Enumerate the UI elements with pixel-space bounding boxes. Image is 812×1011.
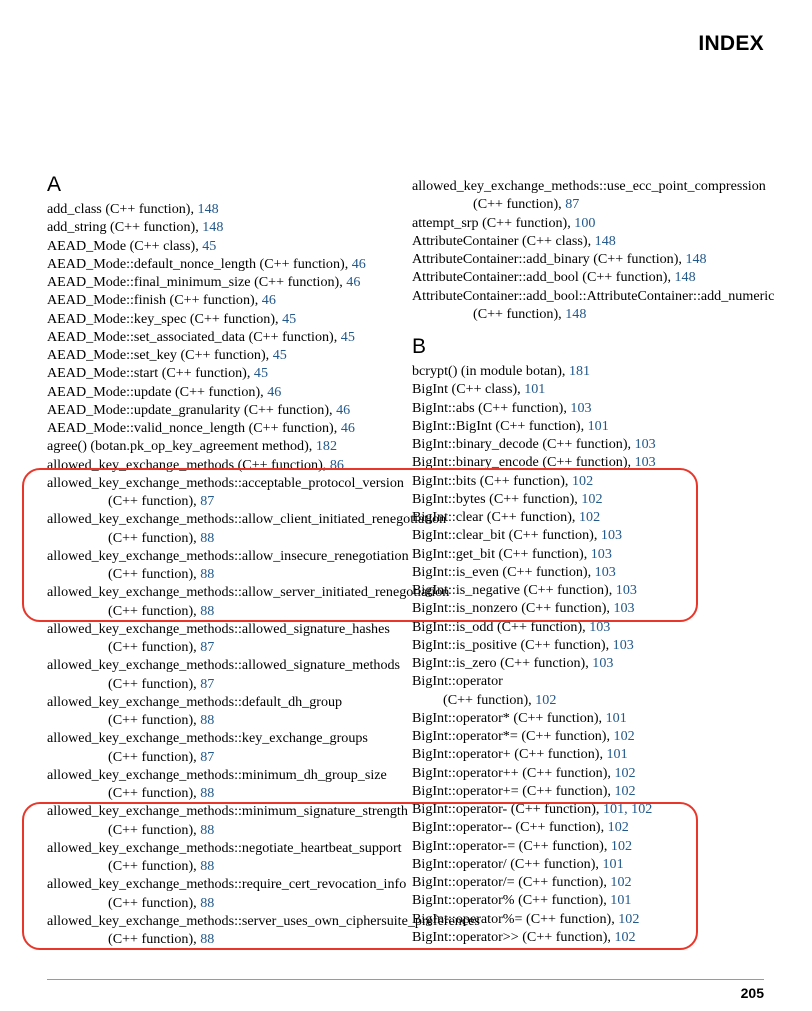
index-entry [47, 383, 447, 401]
index-entry [47, 729, 447, 766]
page-link[interactable]: 45 [272, 347, 287, 363]
index-entry [47, 656, 447, 693]
index-entry-list [412, 362, 812, 946]
index-entry [412, 232, 812, 250]
page-link[interactable]: 88 [200, 821, 215, 838]
section-letter-a: A [47, 173, 62, 196]
index-term: allowed_key_exchange_methods::allow_insecure_renegotiation [47, 547, 409, 564]
index-term-suffix: (C++ function), [108, 493, 201, 509]
index-term: BigInt::is_zero (C++ function), [412, 655, 593, 671]
index-entry [47, 583, 450, 620]
page-link[interactable]: 87 [565, 196, 580, 213]
index-term: BigInt::is_nonzero (C++ function), [412, 600, 614, 617]
index-term: agree() (botan.pk_op_key_agreement method), [47, 438, 316, 455]
index-term: allowed_key_exchange_methods::require_cert_revocation_info [47, 876, 407, 893]
index-entry [412, 380, 812, 398]
page-link[interactable]: 102 [614, 782, 636, 799]
index-term-continuation [47, 711, 447, 729]
index-term: AEAD_Mode::valid_nonce_length (C++ function), [47, 420, 341, 436]
page-link[interactable]: 88 [200, 602, 215, 619]
index-term: allowed_key_exchange_methods::allowed_signature_hashes [47, 620, 390, 637]
index-entry [412, 818, 812, 836]
index-term: BigInt::is_positive (C++ function), [412, 636, 613, 653]
page-link[interactable]: 102 [535, 691, 557, 708]
page-link[interactable]: 87 [200, 639, 215, 655]
page-link[interactable]: 101 [587, 417, 609, 434]
index-entry [412, 727, 812, 745]
index-entry [47, 310, 447, 328]
index-term: BigInt::operator+= (C++ function), [412, 782, 615, 799]
index-term-continuation [47, 894, 447, 912]
index-term: AttributeContainer::add_bool (C++ function), [412, 269, 675, 286]
index-term: AEAD_Mode::update (C++ function), [47, 383, 268, 400]
page-link[interactable]: 102 [610, 837, 633, 854]
index-term: BigInt::is_negative (C++ function), [412, 582, 616, 598]
page-link[interactable]: 46 [346, 274, 361, 290]
index-term: AEAD_Mode::key_spec (C++ function), [47, 310, 283, 327]
index-term: BigInt::operator+ (C++ function), [412, 746, 607, 763]
index-entry-list [412, 177, 812, 323]
page-link[interactable]: 88 [200, 712, 215, 728]
page-link[interactable]: 101, 102 [602, 801, 653, 817]
index-entry [47, 419, 447, 437]
page-link[interactable]: 103 [592, 655, 614, 671]
index-term-suffix: (C++ function), [108, 785, 201, 801]
index-entry [47, 802, 447, 839]
index-term-suffix: (C++ function), [108, 858, 201, 874]
index-term-continuation [47, 565, 447, 583]
index-column-right [412, 177, 812, 946]
footer-divider [47, 979, 764, 980]
index-term: BigInt::operator [412, 673, 503, 690]
page-link[interactable]: 103 [615, 582, 637, 598]
page-link[interactable]: 103 [570, 399, 592, 416]
index-term: allowed_key_exchange_methods::acceptable_protocol_version [47, 474, 404, 491]
page-link[interactable]: 101 [524, 381, 546, 398]
page-link[interactable]: 102 [578, 509, 601, 525]
index-term-continuation [47, 784, 447, 802]
index-entry [412, 782, 812, 800]
index-term: BigInt::clear (C++ function), [412, 509, 579, 525]
page-link[interactable]: 45 [340, 328, 355, 345]
index-term-suffix: (C++ function), [108, 894, 201, 911]
page-link[interactable]: 103 [590, 545, 612, 562]
index-term: AEAD_Mode::start (C++ function), [47, 365, 254, 382]
index-term: BigInt::bytes (C++ function), [412, 490, 582, 507]
index-entry [412, 745, 812, 763]
page-link[interactable]: 88 [200, 785, 215, 801]
index-term: BigInt::operator/= (C++ function), [412, 874, 611, 890]
index-term: AttributeContainer::add_binary (C++ function), [412, 251, 686, 267]
page-link[interactable]: 103 [634, 454, 656, 471]
index-entry [412, 545, 812, 563]
page-link[interactable]: 88 [200, 858, 215, 874]
index-entry [412, 910, 812, 928]
index-term: add_class (C++ function), [47, 201, 198, 217]
index-term: BigInt::operator- (C++ function), [412, 801, 603, 817]
index-term-continuation [47, 821, 447, 839]
page-link[interactable]: 101 [605, 709, 627, 726]
index-entry [412, 581, 812, 599]
index-term-continuation [47, 748, 447, 766]
index-term-suffix: (C++ function), [108, 529, 201, 546]
page-link[interactable]: 46 [351, 255, 366, 272]
index-term-continuation [412, 195, 812, 213]
index-entry [412, 618, 812, 636]
index-term-continuation [47, 675, 447, 693]
index-term: BigInt::operator% (C++ function), [412, 892, 611, 909]
page-link[interactable]: 148 [594, 232, 616, 249]
index-term: AEAD_Mode::update_granularity (C++ function), [47, 401, 337, 418]
index-term: AEAD_Mode::set_associated_data (C++ function), [47, 328, 341, 345]
page-link[interactable]: 46 [336, 401, 351, 418]
page-link[interactable]: 182 [315, 438, 337, 455]
page-link[interactable]: 148 [197, 201, 219, 217]
index-entry [47, 346, 447, 364]
index-term: AEAD_Mode::final_minimum_size (C++ function), [47, 274, 347, 290]
index-term-suffix: (C++ function), [443, 691, 536, 708]
index-term: allowed_key_exchange_methods::use_ecc_point_compression [412, 178, 766, 194]
index-term: BigInt::binary_encode (C++ function), [412, 454, 635, 471]
index-term: BigInt::operator/ (C++ function), [412, 855, 603, 872]
index-entry [412, 800, 812, 818]
index-entry [412, 490, 812, 508]
index-entry [47, 200, 447, 218]
index-term: BigInt::operator* (C++ function), [412, 709, 606, 726]
page-link[interactable]: 102 [618, 910, 640, 927]
page-link[interactable]: 103 [612, 636, 634, 653]
page-link[interactable]: 103 [600, 527, 623, 544]
index-entry [412, 764, 812, 782]
index-term-continuation [47, 638, 447, 656]
index-entry [47, 291, 447, 309]
page-link[interactable]: 86 [329, 456, 344, 473]
page-link[interactable]: 102 [614, 764, 636, 781]
page-link[interactable]: 103 [594, 563, 616, 580]
index-term-suffix: (C++ function), [108, 748, 201, 765]
index-term: BigInt::is_even (C++ function), [412, 563, 595, 580]
page-link[interactable]: 46 [261, 292, 276, 309]
index-term: AEAD_Mode (C++ class), [47, 237, 203, 254]
index-entry [47, 237, 447, 255]
page-link[interactable]: 46 [340, 420, 355, 436]
page-link[interactable]: 102 [614, 928, 636, 945]
page-link[interactable]: 101 [606, 746, 628, 763]
page-link[interactable]: 46 [267, 383, 282, 400]
index-term: BigInt::bits (C++ function), [412, 472, 572, 489]
index-entry [47, 474, 447, 511]
index-term-continuation [47, 930, 447, 948]
index-term: allowed_key_exchange_methods::allow_server_initiated_renegotiation [47, 584, 450, 601]
index-entry [412, 526, 812, 544]
index-term-continuation [412, 305, 812, 323]
page-link[interactable]: 100 [574, 214, 596, 231]
index-entry [412, 672, 812, 709]
index-term: allowed_key_exchange_methods::allowed_signature_methods [47, 657, 401, 674]
index-entry [412, 599, 812, 617]
page-link[interactable]: 102 [610, 874, 632, 890]
index-entry [412, 177, 812, 214]
index-entry [47, 273, 447, 291]
index-term: allowed_key_exchange_methods::minimum_dh_group_size [47, 766, 387, 783]
index-term: BigInt::binary_decode (C++ function), [412, 436, 635, 452]
index-term-suffix: (C++ function), [108, 931, 201, 947]
index-term: add_string (C++ function), [47, 219, 203, 236]
index-entry [412, 508, 812, 526]
page-link[interactable]: 87 [200, 748, 215, 765]
index-entry [47, 456, 447, 474]
page-link[interactable]: 102 [571, 472, 594, 489]
page-number: 205 [740, 985, 764, 1001]
index-entry [412, 636, 812, 654]
index-entry [412, 654, 812, 672]
index-term-suffix: (C++ function), [108, 712, 201, 728]
index-term-suffix: (C++ function), [473, 196, 566, 213]
index-term-suffix: (C++ function), [108, 602, 201, 619]
index-term: BigInt::abs (C++ function), [412, 399, 571, 416]
index-term: BigInt::operator-= (C++ function), [412, 837, 611, 854]
index-entry [412, 563, 812, 581]
index-entry [47, 693, 447, 730]
index-term: BigInt::operator++ (C++ function), [412, 764, 615, 781]
index-entry [412, 472, 812, 490]
index-entry [412, 837, 812, 855]
index-entry [412, 417, 812, 435]
index-term-suffix: (C++ function), [108, 821, 201, 838]
index-term: allowed_key_exchange_methods::negotiate_heartbeat_support [47, 839, 402, 856]
page-link[interactable]: 148 [565, 305, 587, 322]
index-term: AEAD_Mode::default_nonce_length (C++ function), [47, 255, 352, 272]
page-link[interactable]: 102 [607, 819, 629, 836]
page-link[interactable]: 148 [202, 219, 224, 236]
index-entry [412, 873, 812, 891]
index-entry [412, 928, 812, 946]
page-link[interactable]: 88 [200, 894, 215, 911]
index-term: BigInt::operator*= (C++ function), [412, 728, 614, 744]
index-term-continuation [47, 492, 447, 510]
page-link[interactable]: 148 [685, 251, 707, 267]
index-term-continuation [47, 602, 447, 620]
index-entry [47, 510, 447, 547]
index-term: BigInt::is_odd (C++ function), [412, 618, 590, 635]
index-term: AttributeContainer::add_bool::AttributeContainer::add_numeric [412, 287, 775, 304]
index-entry [47, 437, 447, 455]
index-term: allowed_key_exchange_methods::minimum_signature_strength [47, 803, 408, 820]
index-entry [412, 709, 812, 727]
page-link[interactable]: 102 [613, 728, 635, 744]
page-link[interactable]: 148 [674, 269, 696, 286]
page-link[interactable]: 103 [613, 600, 635, 617]
page-link[interactable]: 45 [202, 237, 217, 254]
index-entry [47, 620, 447, 657]
index-entry [412, 453, 812, 471]
index-entry [47, 839, 447, 876]
index-entry [412, 287, 812, 324]
index-entry [47, 218, 447, 236]
index-term: allowed_key_exchange_methods (C++ function), [47, 456, 330, 473]
index-term: AEAD_Mode::finish (C++ function), [47, 292, 262, 309]
page-link[interactable]: 181 [568, 363, 591, 379]
index-term: BigInt (C++ class), [412, 381, 525, 398]
index-entry [412, 250, 812, 268]
index-entry [47, 328, 447, 346]
index-entry [47, 547, 447, 584]
index-entry [47, 364, 447, 382]
page-link[interactable]: 101 [610, 892, 632, 909]
index-term: BigInt::BigInt (C++ function), [412, 417, 588, 434]
index-entry [47, 912, 480, 949]
page-link[interactable]: 103 [634, 436, 656, 452]
page-link[interactable]: 102 [581, 490, 603, 507]
index-term: BigInt::clear_bit (C++ function), [412, 527, 601, 544]
index-entry [412, 435, 812, 453]
index-term-continuation [47, 857, 447, 875]
index-term: bcrypt() (in module botan), [412, 363, 569, 379]
index-term: allowed_key_exchange_methods::allow_client_initiated_renegotiation [47, 511, 447, 528]
index-entry [47, 875, 447, 912]
index-term: BigInt::operator%= (C++ function), [412, 910, 619, 927]
page-link[interactable]: 45 [253, 365, 269, 382]
index-term-suffix: (C++ function), [473, 305, 566, 322]
page-link[interactable]: 88 [200, 566, 215, 582]
page-link[interactable]: 88 [200, 529, 215, 546]
index-term: AEAD_Mode::set_key (C++ function), [47, 347, 273, 363]
index-entry [412, 362, 812, 380]
index-entry [47, 255, 447, 273]
index-term: AttributeContainer (C++ class), [412, 232, 595, 249]
index-term: allowed_key_exchange_methods::key_exchange_groups [47, 730, 368, 747]
page-link[interactable]: 101 [602, 855, 624, 872]
page-link[interactable]: 88 [200, 931, 215, 947]
page-link[interactable]: 87 [200, 675, 215, 692]
index-term: allowed_key_exchange_methods::default_dh_group [47, 693, 343, 710]
index-term: BigInt::operator-- (C++ function), [412, 819, 608, 836]
index-entry [412, 268, 812, 286]
index-term: BigInt::get_bit (C++ function), [412, 545, 591, 562]
page-link[interactable]: 45 [282, 310, 297, 327]
index-entry [47, 766, 447, 803]
index-term-continuation [47, 529, 447, 547]
index-term: allowed_key_exchange_methods::server_uses_own_ciphersuite_preferences [47, 912, 480, 929]
index-term: BigInt::operator>> (C++ function), [412, 928, 615, 945]
index-entry [47, 401, 447, 419]
section-letter-b: B [412, 335, 427, 358]
page-title: INDEX [698, 32, 764, 55]
index-term-suffix: (C++ function), [108, 566, 201, 582]
page-link[interactable]: 87 [200, 493, 215, 509]
index-entry [412, 399, 812, 417]
page-link[interactable]: 103 [589, 618, 611, 635]
index-term-continuation [412, 691, 812, 709]
index-term-suffix: (C++ function), [108, 639, 201, 655]
index-term-suffix: (C++ function), [108, 675, 201, 692]
index-entry [412, 891, 812, 909]
index-entry [412, 855, 812, 873]
index-entry [412, 214, 812, 232]
index-term: attempt_srp (C++ function), [412, 214, 575, 231]
